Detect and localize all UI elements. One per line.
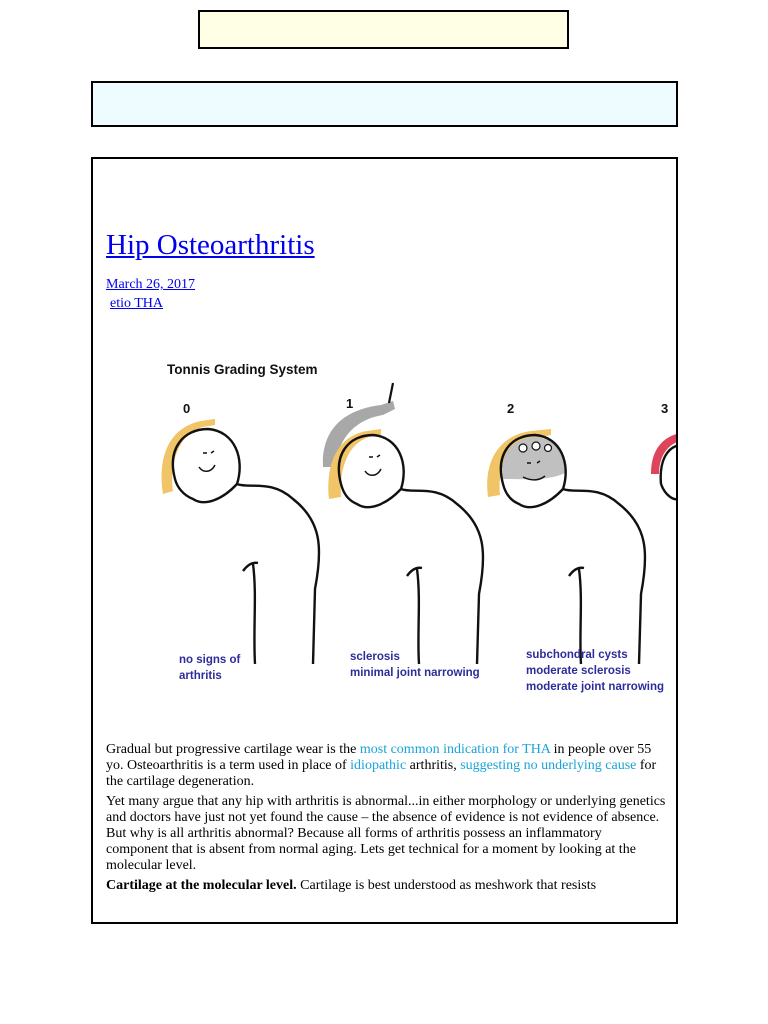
paragraph-1-text-d: for the cartilage degeneration. xyxy=(106,758,657,790)
paragraph-2: Yet many argue that any hip with arthritis is abnormal...in either morphology or underlying genetics and doctors have just not yet found the cause – the absence of evidence is not evidence of absence. But why is all arthritis abnormal? Because all forms of arthritis possess an inflammatory component that is absent from normal aging. Lets get technical for a moment by looking at the molecular level. xyxy=(106,793,666,874)
article-card xyxy=(91,157,678,924)
paragraph-1-text-a: Gradual but progressive cartilage wear is the xyxy=(106,742,360,757)
grade-2-caption-line-1: subchondral cysts xyxy=(526,649,628,661)
grade-0-caption-line-1: no signs of xyxy=(179,654,241,666)
grade-0-caption-line-2: arthritis xyxy=(179,670,222,682)
paragraph-3-heading: Cartilage at the molecular level. xyxy=(106,877,297,893)
paragraph-1-text-b: in people over 55 yo. Osteoarthritis is a term used in place of xyxy=(106,742,652,774)
no-underlying-cause-link[interactable]: suggesting no underlying cause xyxy=(460,758,637,774)
grade-2-number: 2 xyxy=(507,401,515,416)
grade-1-caption-line-1: sclerosis xyxy=(350,651,400,663)
paragraph-1-text-c: arthritis, xyxy=(406,758,461,774)
article-body xyxy=(106,742,666,897)
top-banner xyxy=(198,10,569,49)
article-category-link[interactable]: etio THA xyxy=(110,296,164,311)
grade-3-number: 3 xyxy=(661,401,669,416)
grade-1-caption-line-2: minimal joint narrowing xyxy=(350,667,480,679)
paragraph-3-text: Cartilage is best understood as meshwork that resists xyxy=(296,877,597,893)
info-banner xyxy=(91,81,678,127)
thaindication-link[interactable]: most common indication for THA xyxy=(359,742,551,757)
idiopathic-link[interactable]: idiopathic xyxy=(350,758,407,774)
grade-1-number: 1 xyxy=(346,396,354,411)
article-date-link[interactable]: March 26, 2017 xyxy=(106,277,196,292)
grade-0-number: 0 xyxy=(183,401,191,416)
paragraph-1 xyxy=(106,742,666,791)
article-title-link[interactable]: Hip Osteoarthritis xyxy=(106,229,315,261)
femur-drawing-grade-0 xyxy=(162,419,319,664)
paragraph-3 xyxy=(106,878,666,894)
figure-title: Tonnis Grading System xyxy=(167,362,318,377)
tonnis-grading-figure xyxy=(153,349,678,719)
grade-2-caption-line-3: moderate joint narrowing xyxy=(526,681,665,693)
femur-drawing-grade-3 xyxy=(651,433,678,499)
femur-drawing-grade-2 xyxy=(487,429,645,664)
grade-2-caption-line-2: moderate sclerosis xyxy=(526,665,631,677)
femur-drawing-grade-1 xyxy=(323,383,483,664)
